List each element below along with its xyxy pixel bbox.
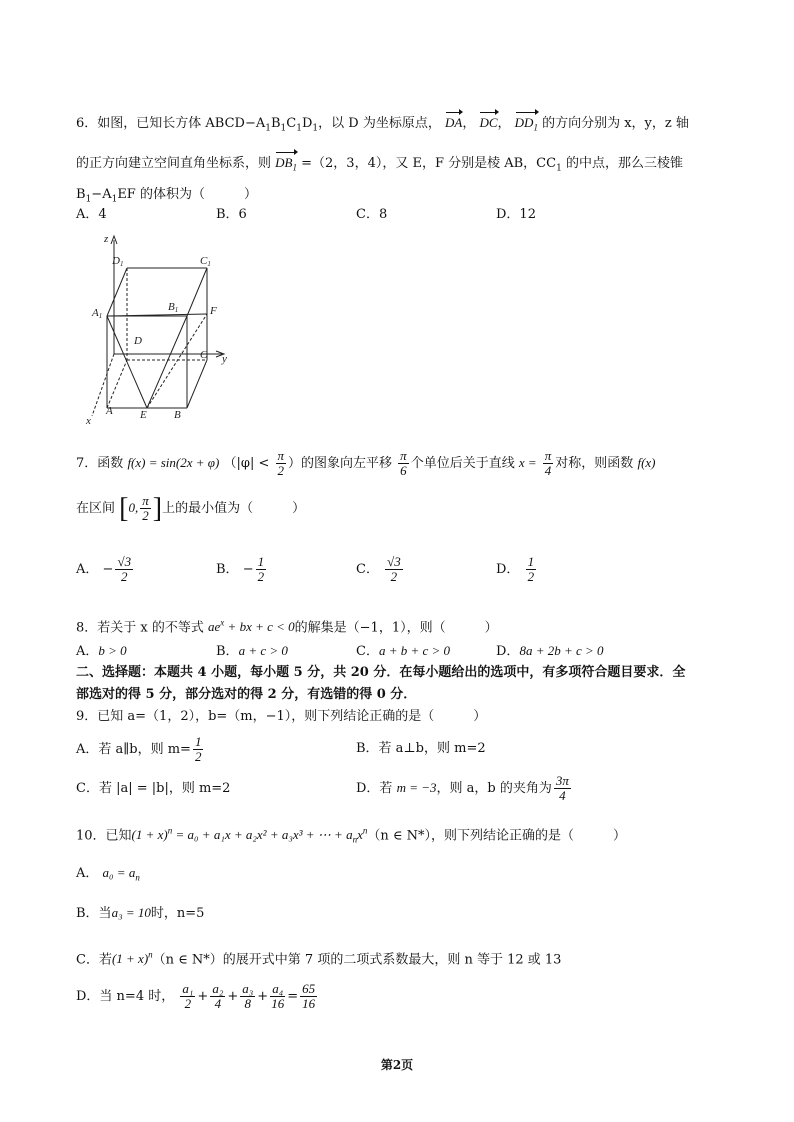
q7-option-c: C． $\frac{√3}{2}$ [356,554,401,584]
q7-option-a: A． − $\frac{√3}{2}$ [76,554,132,584]
section2-heading-line2: 部选对的得 5 分，部分选对的得 2 分，有选错的得 0 分． [76,687,417,702]
vector-da: DA [444,115,463,130]
q7-option-b: B． − $\frac{1}{2}$ [216,554,265,584]
label-d: D [134,335,142,347]
q6-line3: $B_1-A_1EF$ 的体积为（ ） [76,187,257,205]
q6-line1: 6．如图，已知长方体 $ABCD-A_1B_1C_1D_1$，以 D 为坐标原点， DA， DC， $DD_1$ 的方向分别为 x，y，z 轴 [76,114,689,138]
vector-db1: $DB_1$ [275,154,297,177]
vector-dd1: $DD_1$ [515,114,538,137]
q6-option-b: B．6 [216,207,247,222]
label-b1: B1 [168,301,179,314]
frac-pi-over-2-interval: $\frac{\pi}{2}$ [142,493,149,523]
label-d1: D1 [112,255,124,268]
vector-dc: DC [479,115,498,130]
q6-line2: 的正方向建立空间直角坐标系，则 $DB_1 =(2$，3，4），又 E，F 分别是棱 AB，$CC_1$ 的中点，那么三棱锥 [76,154,683,178]
q8-line: 8．若关于 x 的不等式 $ae^x$ + bx + c < 0的解集是（−1，1），则（ ） [76,618,498,636]
q9-option-b: B．若 a⊥b，则 m=2 [356,741,486,756]
frac-pi-over-4: $\frac{\pi}{4}$ [544,448,552,478]
q10-option-a: A． $a_0 = a_n$ [76,865,140,883]
page-footer: 第2页 [380,1058,414,1072]
frac-pi-over-6: $\frac{\pi}{6}$ [400,448,407,478]
q8-option-d: D．8a + 2b + c > 0 [496,643,604,659]
label-c1: C1 [200,255,211,268]
label-b: B [174,409,181,421]
q8-option-b: B．a + c > 0 [216,643,288,659]
q9-option-d: D．若 m = −3，则 a，b 的夹角为 $\frac{3\pi}{4}$ [356,773,569,803]
q7-option-d: D． $\frac{1}{2}$ [496,554,535,584]
q9-option-a: A．若 a∥b，则 m= $\frac{1}{2}$ [76,734,202,764]
label-f: F [210,305,217,317]
q7-line1: 7．函数 f(x) = sin(2x + φ) （|φ| < $\frac{\pi}{2}$ ）的图象向左平移 $\frac{\pi}{6}$ 个单位后关于直线 x = $\frac{\pi}{4}$ 对称，则函数 f(x) [76,448,656,478]
q10-stem: 10．已知$(1 + x)^n = a_0 + a_1x + a_2x^2 + a_3x^3$ + ⋯ + $a_nx^n(n$ ∈ N*），则下列结论正确的是（ ） [76,826,627,845]
q8-option-c: C．a + b + c > 0 [356,643,451,659]
q8-option-a: A．b > 0 [76,643,127,659]
label-c: C [200,349,208,361]
label-y: y [222,353,227,365]
q6-option-d: D．12 [496,207,536,222]
q10-option-d: D．当 n=4 时， $\frac{\text{a₁}}{2}$ + $\frac{\text{a₂}}{4}$ + $\frac{\text{a₃}}{8}$ + $\frac{\text{a₄}}{16}$ = $\frac{65}{16}$ [76,981,316,1011]
q7-line2: 在区间 [0, $\frac{\pi}{2}$ ]上的最小值为（ ） [76,492,306,524]
q9-option-c: C．若 |a| = |b|，则 m=2 [76,781,231,796]
section2-heading-line1: 二、选择题：本题共 4 小题，每小题 5 分，共 20 分．在每小题给出的选项中，有多项符合题目要求．全 [76,665,686,680]
q9-stem: 9．已知 a=（1，2），b=（m，−1），则下列结论正确的是（ ） [76,709,487,724]
frac-pi-over-2: $\frac{\pi}{2}$ [277,448,285,478]
label-a: A [106,405,113,417]
label-a1: A1 [92,307,103,320]
cuboid-figure [82,228,242,428]
q10-option-c: C．若$(1 + x)^n(n$ ∈ N*）的展开式中第 7 项的二项式系数最大，则 n 等于 12 或 13 [76,950,562,968]
label-x: x [86,415,91,427]
q6-option-c: C．8 [356,207,388,222]
q10-option-b: B．当a₃ = 10时，n=5 [76,905,205,921]
q6-option-a: A．4 [76,207,107,222]
label-e: E [140,409,147,421]
label-z: z [104,233,109,245]
